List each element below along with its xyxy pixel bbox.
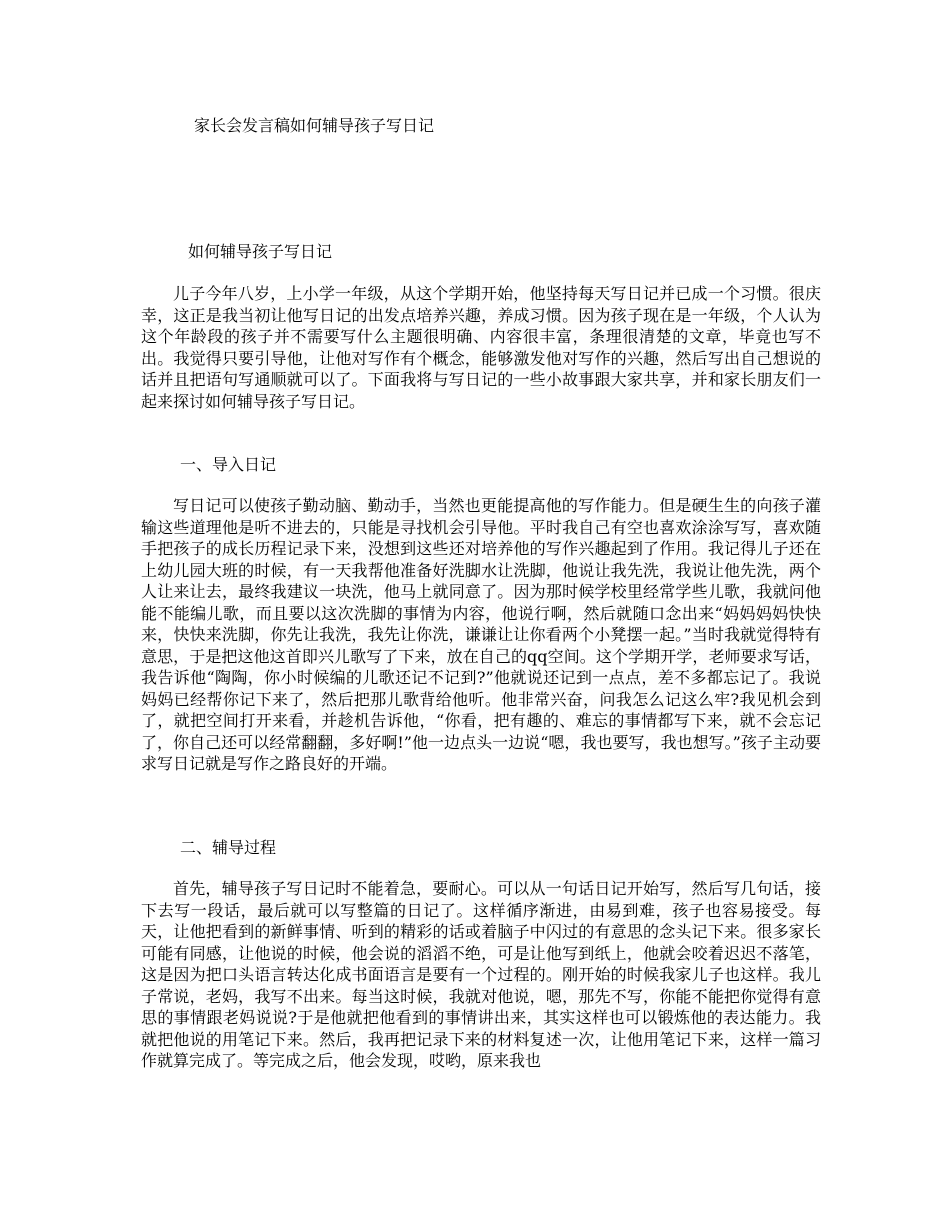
section-heading-1: 一、导入日记 — [180, 455, 277, 474]
section-2-block — [141, 878, 821, 1072]
intro-paragraph: 儿子今年八岁，上小学一年级，从这个学期开始，他坚持每天写日记并已成一个习惯。很庆幸，这正是我当初让他写日记的出发点培养兴趣，养成习惯。因为孩子现在是一年级，个人认为这个年龄段的孩子并不需要写什么主题很明确、内容很丰富，条理很清楚的文章，毕竟也写不出。我觉得只要引导他，让他对写作有个概念，能够激发他对写作的兴趣，然后写出自己想说的话并且把语句写通顺就可以了。下面我将与写日记的一些小故事跟大家共享，并和家长朋友们一起来探讨如何辅导孩子写日记。 — [141, 284, 821, 411]
section-1-paragraph: 写日记可以使孩子勤动脑、勤动手，当然也更能提高他的写作能力。但是硬生生的向孩子灌输这些道理他是听不进去的，只能是寻找机会引导他。平时我自己有空也喜欢涂涂写写，喜欢随手把孩子的成长历程记录下来，没想到这些还对培养他的写作兴趣起到了作用。我记得儿子还在上幼儿园大班的时候，有一天我帮他准备好洗脚水让洗脚，他说让我先洗，我说让他先洗，两个人让来让去，最终我建议一块洗，他马上就同意了。因为那时候学校里经常学些儿歌，我就问他能不能编儿歌，而且要以这次洗脚的事情为内容，他说行啊，然后就随口念出来“妈妈妈妈快快来，快快来洗脚，你先让我洗，我先让你洗，谦谦让让你看两个小凳摆一起。”当时我就觉得特有意思，于是把这他这首即兴儿歌写了下来，放在自己的qq空间。这个学期开学，老师要求写话，我告诉他“陶陶，你小时候编的儿歌还记不记到?”他就说还记到一点点，差不多都忘记了。我说妈妈已经帮你记下来了，然后把那儿歌背给他听。他非常兴奋，问我怎么记这么牢?我见机会到了，就把空间打开来看，并趁机告诉他，“你看，把有趣的、难忘的事情都写下来，就不会忘记了，你自己还可以经常翻翻，多好啊!”他一边点头一边说“嗯，我也要写，我也想写。”孩子主动要求写日记就是写作之路良好的开端。 — [141, 496, 821, 773]
intro-block — [141, 283, 821, 412]
section-2-paragraph: 首先，辅导孩子写日记时不能着急，要耐心。可以从一句话日记开始写，然后写几句话，接下去写一段话，最后就可以写整篇的日记了。这样循序渐进，由易到难，孩子也容易接受。每天，让他把看到的新鲜事情、听到的精彩的话或着脑子中闪过的有意思的念头记下来。很多家长可能有同感，让他说的时候，他会说的滔滔不绝，可是让他写到纸上，他就会咬着迟迟不落笔，这是因为把口头语言转达化成书面语言是要有一个过程的。刚开始的时候我家儿子也这样。我儿子常说，老妈，我写不出来。每当这时候，我就对他说，嗯，那先不写，你能不能把你觉得有意思的事情跟老妈说说?于是他就把他看到的事情讲出来，其实这样也可以锻炼他的表达能力。我就把他说的用笔记下来。然后，我再把记录下来的材料复述一次，让他用笔记下来，这样一篇习作就算完成了。等完成之后，他会发现，哎哟，原来我也 — [141, 879, 821, 1070]
section-heading-2: 二、辅导过程 — [180, 838, 277, 857]
document-title: 家长会发言稿如何辅导孩子写日记 — [194, 116, 435, 135]
section-1-block — [141, 495, 821, 775]
document-subtitle: 如何辅导孩子写日记 — [188, 242, 333, 261]
